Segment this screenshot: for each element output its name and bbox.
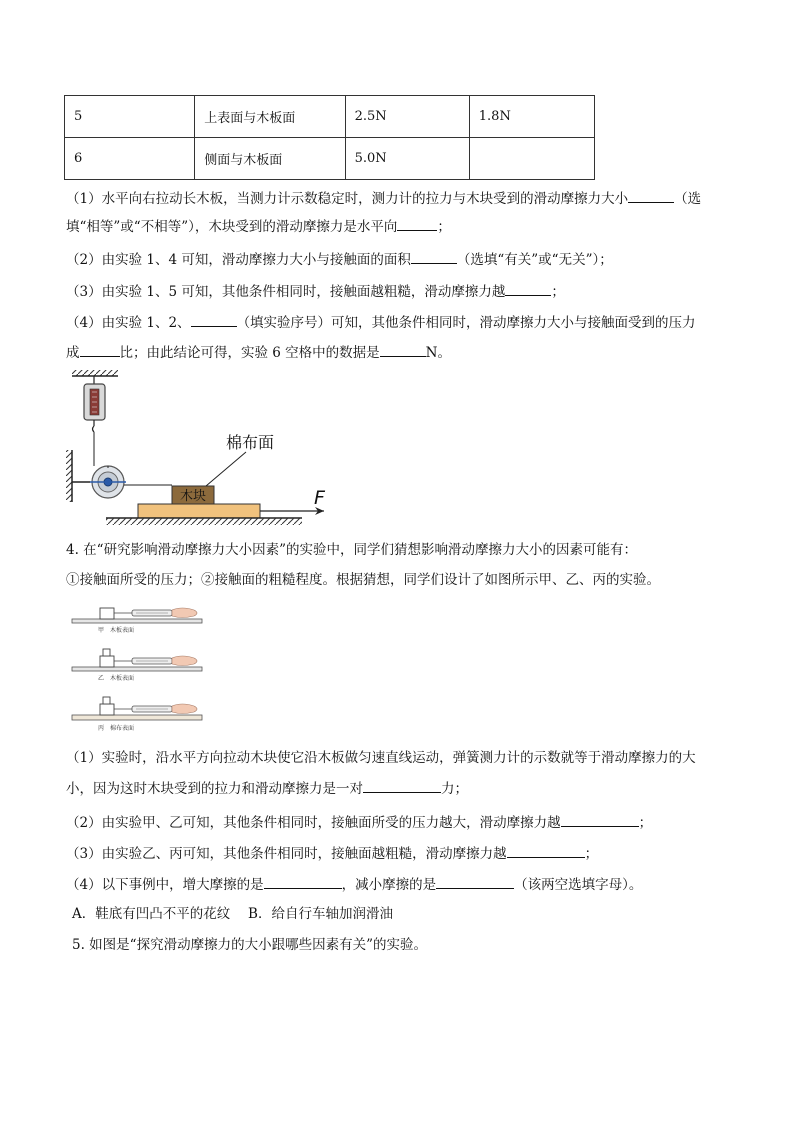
q4-part1-line1: （1）实验时，沿水平方向拉动木块使它沿木板做匀速直线运动，弹簧测力计的示数就等于滑动摩擦力的大 [66, 750, 696, 766]
q3-part1-line2 [66, 216, 734, 237]
experiment-yi [72, 649, 202, 682]
ground-surface [106, 518, 302, 525]
q4-part2 [66, 812, 734, 833]
answer-blank[interactable] [363, 778, 441, 793]
table-cell: 上表面与木板面 [195, 96, 345, 138]
question-text: （2）由实验甲、乙可知，其他条件相同时，接触面所受的压力越大，滑动摩擦力越 [66, 815, 561, 831]
question-text: （3）由实验 1、5 可知，其他条件相同时，接触面越粗糙，滑动摩擦力越 [66, 284, 506, 300]
question-text: （该两空选填字母）。 [514, 877, 643, 893]
question-text: 成 [66, 345, 80, 361]
answer-blank[interactable] [436, 874, 514, 889]
results-table [64, 95, 595, 180]
q4-options: A．鞋底有凹凸不平的花纹 B．给自行车轴加润滑油 [72, 906, 393, 922]
figure-caption: 乙 木板表面 [98, 675, 135, 682]
question-text: （3）由实验乙、丙可知，其他条件相同时，接触面越粗糙，滑动摩擦力越 [66, 846, 507, 862]
long-board [138, 504, 260, 518]
table-cell: 侧面与木板面 [195, 138, 345, 180]
answer-blank[interactable] [628, 188, 674, 203]
figure-caption: 丙 棉布表面 [98, 725, 135, 732]
weight-icon [103, 649, 110, 656]
table-row [65, 138, 595, 180]
table-row [65, 96, 595, 138]
answer-blank[interactable] [411, 249, 457, 264]
hand-icon [172, 704, 197, 714]
question-text: ； [584, 846, 599, 862]
answer-blank[interactable] [191, 312, 237, 327]
table-cell: 6 [65, 138, 195, 180]
question-text: 小，因为这时木块受到的拉力和滑动摩擦力是一对 [66, 781, 363, 797]
question-text: ； [551, 284, 565, 300]
experiment-figure-2 [70, 600, 210, 740]
pulley-icon [90, 466, 126, 498]
question-text: （填实验序号）可知，其他条件相同时，滑动摩擦力大小与接触面受到的压力 [236, 315, 696, 331]
answer-blank[interactable] [561, 812, 639, 827]
experiment-bing [72, 697, 202, 732]
question-text: （4）由实验 1、2、 [66, 315, 191, 331]
table-cell: 5 [65, 96, 195, 138]
hand-icon [172, 608, 197, 618]
q4-part1-line2 [66, 778, 734, 799]
question-text: （2）由实验 1、4 可知，滑动摩擦力大小与接触面的面积 [66, 252, 411, 268]
spring-scale-icon [84, 376, 105, 432]
q4-intro: 4. 在“研究影响滑动摩擦力大小因素”的实验中，同学们猜想影响滑动摩擦力大小的因素可能有： [66, 542, 637, 558]
block-label: 木块 [179, 489, 207, 504]
q3-part4-line1 [66, 312, 734, 333]
question-text: （选填“有关”或“无关”）； [456, 252, 613, 268]
table-cell: 1.8N [469, 96, 594, 138]
answer-blank[interactable] [507, 843, 585, 858]
q4-part4 [66, 874, 734, 895]
answer-blank[interactable] [80, 342, 120, 357]
figure-caption: 甲 木板表面 [98, 627, 135, 634]
q3-part2 [66, 249, 734, 270]
experiment-figure-1 [66, 368, 356, 530]
table-cell [469, 138, 594, 180]
answer-blank[interactable] [380, 342, 426, 357]
ceiling-support [72, 370, 118, 376]
question-text: 力； [441, 781, 468, 797]
q5-intro: 5. 如图是“探究滑动摩擦力的大小跟哪些因素有关”的实验。 [72, 937, 427, 953]
table-cell: 2.5N [345, 96, 469, 138]
question-text: N。 [425, 345, 451, 361]
answer-blank[interactable] [505, 281, 551, 296]
answer-blank[interactable] [397, 216, 437, 231]
experiment-jia [72, 608, 202, 634]
q4-part3 [66, 843, 734, 864]
wall-support [66, 450, 90, 502]
question-text: 比；由此结论可得，实验 6 空格中的数据是 [119, 345, 380, 361]
cotton-surface-label: 棉布面 [226, 433, 275, 452]
question-text: ，减小摩擦的是 [341, 877, 437, 893]
weight-icon [103, 697, 110, 704]
question-text: （1）水平向右拉动长木板，当测力计示数稳定时，测力计的拉力与木块受到的滑动摩擦力大小 [66, 191, 629, 207]
table-cell: 5.0N [345, 138, 469, 180]
q3-part4-line2 [66, 342, 734, 363]
q3-part1-line1 [66, 188, 734, 209]
q4-hypotheses: ①接触面所受的压力；②接触面的粗糙程度。根据猜想，同学们设计了如图所示甲、乙、丙的实验。 [66, 572, 660, 588]
answer-blank[interactable] [264, 874, 342, 889]
question-text: （选 [674, 191, 702, 207]
hand-icon [172, 656, 197, 666]
question-text: ； [638, 815, 653, 831]
q3-part3 [66, 281, 734, 302]
question-text: ； [437, 219, 451, 235]
force-label: F [314, 487, 325, 509]
question-text: 填“相等”或“不相等”），木块受到的滑动摩擦力是水平向 [66, 219, 398, 235]
question-text: （4）以下事例中，增大摩擦的是 [66, 877, 264, 893]
